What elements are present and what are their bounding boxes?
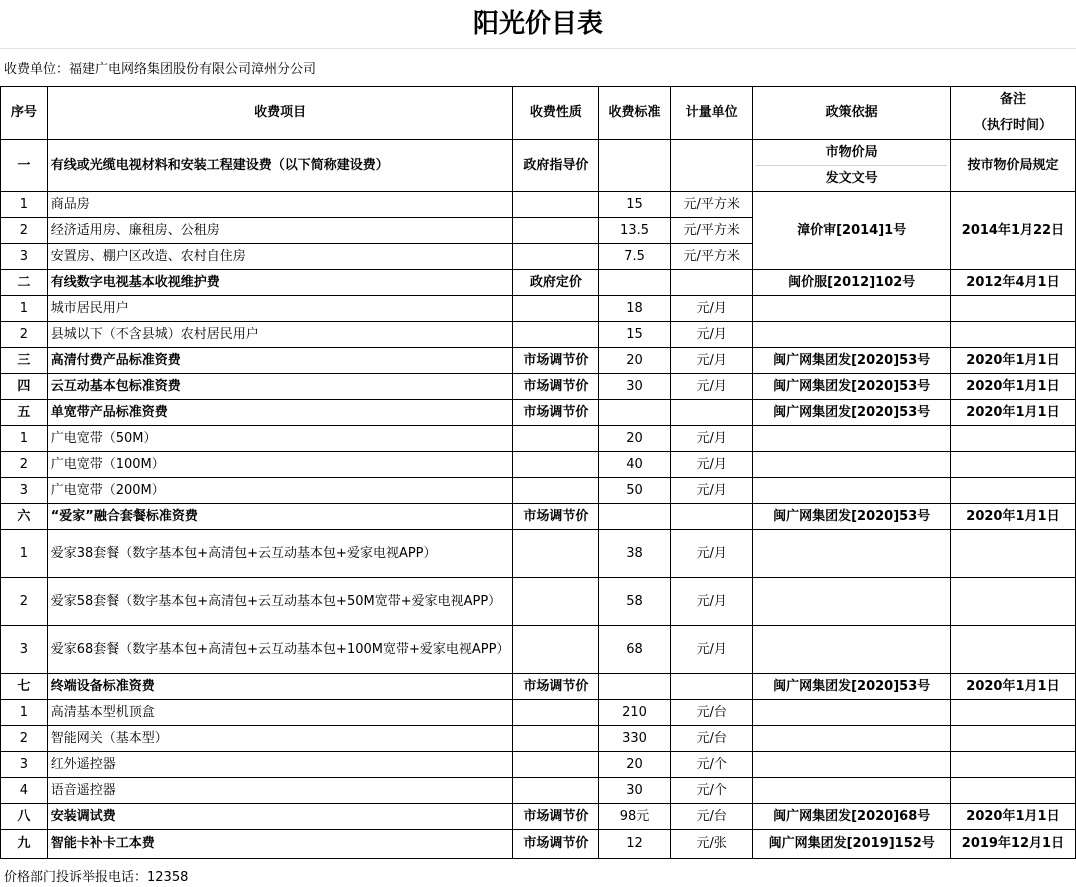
table-row bbox=[1, 192, 1076, 218]
remark-cell bbox=[950, 478, 1075, 504]
nature-cell: 市场调节价 bbox=[513, 400, 599, 426]
basis-cell bbox=[753, 426, 950, 452]
item-cell: 有线或光缆电视材料和安装工程建设费（以下简称建设费） bbox=[47, 140, 513, 192]
nature-cell bbox=[513, 726, 599, 752]
seq-cell: 1 bbox=[1, 192, 48, 218]
table-row bbox=[1, 296, 1076, 322]
basis-cell bbox=[753, 530, 950, 578]
basis-cell: 漳价审[2014]1号 bbox=[753, 192, 950, 270]
seq-cell: 2 bbox=[1, 726, 48, 752]
nature-cell bbox=[513, 752, 599, 778]
nature-cell: 市场调节价 bbox=[513, 674, 599, 700]
header-unit: 计量单位 bbox=[670, 87, 753, 140]
nature-cell: 市场调节价 bbox=[513, 830, 599, 859]
seq-cell: 3 bbox=[1, 752, 48, 778]
remark-cell: 2012年4月1日 bbox=[950, 270, 1075, 296]
nature-cell bbox=[513, 478, 599, 504]
nature-cell: 市场调节价 bbox=[513, 504, 599, 530]
seq-cell: 六 bbox=[1, 504, 48, 530]
item-cell: 爱家58套餐（数字基本包+高清包+云互动基本包+50M宽带+爱家电视APP） bbox=[47, 578, 513, 626]
standard-cell: 40 bbox=[599, 452, 671, 478]
table-row bbox=[1, 778, 1076, 804]
nature-cell bbox=[513, 778, 599, 804]
nature-cell bbox=[513, 218, 599, 244]
nature-cell bbox=[513, 626, 599, 674]
seq-cell: 2 bbox=[1, 218, 48, 244]
basis-cell bbox=[753, 452, 950, 478]
seq-cell: 九 bbox=[1, 830, 48, 859]
standard-cell: 68 bbox=[599, 626, 671, 674]
item-cell: 单宽带产品标准资费 bbox=[47, 400, 513, 426]
category-row bbox=[1, 830, 1076, 859]
unit-cell: 元/月 bbox=[670, 530, 753, 578]
basis-line2: 发文文号 bbox=[756, 165, 946, 191]
title-divider bbox=[0, 48, 1076, 49]
nature-cell: 政府指导价 bbox=[513, 140, 599, 192]
item-cell: 有线数字电视基本收视维护费 bbox=[47, 270, 513, 296]
item-cell: 智能卡补卡工本费 bbox=[47, 830, 513, 859]
table-row bbox=[1, 626, 1076, 674]
basis-cell: 闽广网集团发[2020]53号 bbox=[753, 400, 950, 426]
category-row bbox=[1, 504, 1076, 530]
unit-cell: 元/月 bbox=[670, 578, 753, 626]
item-cell: 安置房、棚户区改造、农村自住房 bbox=[47, 244, 513, 270]
nature-cell: 市场调节价 bbox=[513, 374, 599, 400]
nature-cell bbox=[513, 578, 599, 626]
remark-cell bbox=[950, 726, 1075, 752]
item-cell: 红外遥控器 bbox=[47, 752, 513, 778]
remark-cell: 2020年1月1日 bbox=[950, 504, 1075, 530]
table-row bbox=[1, 578, 1076, 626]
header-remark bbox=[950, 87, 1075, 140]
unit-cell: 元/平方米 bbox=[670, 244, 753, 270]
nature-cell: 政府定价 bbox=[513, 270, 599, 296]
seq-cell: 1 bbox=[1, 296, 48, 322]
standard-cell: 38 bbox=[599, 530, 671, 578]
seq-cell: 五 bbox=[1, 400, 48, 426]
item-cell: 县城以下（不含县城）农村居民用户 bbox=[47, 322, 513, 348]
category-row bbox=[1, 140, 1076, 192]
seq-cell: 二 bbox=[1, 270, 48, 296]
item-cell: 终端设备标准资费 bbox=[47, 674, 513, 700]
standard-cell: 330 bbox=[599, 726, 671, 752]
nature-cell bbox=[513, 296, 599, 322]
unit-cell: 元/月 bbox=[670, 348, 753, 374]
seq-cell: 3 bbox=[1, 478, 48, 504]
standard-cell: 15 bbox=[599, 192, 671, 218]
standard-cell: 7.5 bbox=[599, 244, 671, 270]
unit-cell bbox=[670, 400, 753, 426]
remark-cell: 按市物价局规定 bbox=[950, 140, 1075, 192]
seq-cell: 2 bbox=[1, 578, 48, 626]
remark-cell bbox=[950, 778, 1075, 804]
category-row bbox=[1, 674, 1076, 700]
standard-cell: 50 bbox=[599, 478, 671, 504]
nature-cell bbox=[513, 426, 599, 452]
seq-cell: 3 bbox=[1, 244, 48, 270]
remark-cell: 2014年1月22日 bbox=[950, 192, 1075, 270]
basis-cell bbox=[753, 752, 950, 778]
unit-cell bbox=[670, 140, 753, 192]
remark-cell bbox=[950, 578, 1075, 626]
basis-cell bbox=[753, 478, 950, 504]
unit-cell: 元/个 bbox=[670, 752, 753, 778]
standard-cell: 30 bbox=[599, 778, 671, 804]
basis-cell: 闽广网集团发[2020]68号 bbox=[753, 804, 950, 830]
basis-cell: 闽价服[2012]102号 bbox=[753, 270, 950, 296]
table-row bbox=[1, 452, 1076, 478]
unit-cell bbox=[670, 504, 753, 530]
standard-cell bbox=[599, 400, 671, 426]
item-cell: 爱家38套餐（数字基本包+高清包+云互动基本包+爱家电视APP） bbox=[47, 530, 513, 578]
item-cell: 云互动基本包标准资费 bbox=[47, 374, 513, 400]
basis-cell: 闽广网集团发[2020]53号 bbox=[753, 504, 950, 530]
standard-cell: 15 bbox=[599, 322, 671, 348]
remark-cell: 2020年1月1日 bbox=[950, 804, 1075, 830]
remark-cell bbox=[950, 752, 1075, 778]
seq-cell: 八 bbox=[1, 804, 48, 830]
basis-cell bbox=[753, 322, 950, 348]
basis-cell: 闽广网集团发[2020]53号 bbox=[753, 348, 950, 374]
unit-cell: 元/月 bbox=[670, 452, 753, 478]
nature-cell: 市场调节价 bbox=[513, 804, 599, 830]
seq-cell: 3 bbox=[1, 626, 48, 674]
standard-cell: 18 bbox=[599, 296, 671, 322]
header-remark-line2: （执行时间） bbox=[973, 118, 1052, 133]
header-nature: 收费性质 bbox=[513, 87, 599, 140]
seq-cell: 4 bbox=[1, 778, 48, 804]
unit-cell: 元/月 bbox=[670, 478, 753, 504]
standard-cell: 20 bbox=[599, 752, 671, 778]
seq-cell: 2 bbox=[1, 322, 48, 348]
basis-cell bbox=[753, 578, 950, 626]
table-row bbox=[1, 426, 1076, 452]
header-item: 收费项目 bbox=[47, 87, 513, 140]
unit-cell: 元/平方米 bbox=[670, 218, 753, 244]
item-cell: 商品房 bbox=[47, 192, 513, 218]
item-cell: 高清基本型机顶盒 bbox=[47, 700, 513, 726]
item-cell: 安装调试费 bbox=[47, 804, 513, 830]
unit-cell: 元/台 bbox=[670, 726, 753, 752]
standard-cell: 20 bbox=[599, 348, 671, 374]
unit-cell bbox=[670, 270, 753, 296]
seq-cell: 1 bbox=[1, 426, 48, 452]
unit-cell: 元/平方米 bbox=[670, 192, 753, 218]
nature-cell bbox=[513, 192, 599, 218]
unit-cell: 元/月 bbox=[670, 374, 753, 400]
header-seq: 序号 bbox=[1, 87, 48, 140]
remark-cell bbox=[950, 700, 1075, 726]
standard-cell: 30 bbox=[599, 374, 671, 400]
standard-cell bbox=[599, 140, 671, 192]
seq-cell: 三 bbox=[1, 348, 48, 374]
unit-cell: 元/月 bbox=[670, 626, 753, 674]
remark-cell: 2020年1月1日 bbox=[950, 374, 1075, 400]
remark-cell bbox=[950, 452, 1075, 478]
standard-cell: 20 bbox=[599, 426, 671, 452]
standard-cell: 12 bbox=[599, 830, 671, 859]
table-row bbox=[1, 322, 1076, 348]
category-row bbox=[1, 804, 1076, 830]
basis-cell bbox=[753, 778, 950, 804]
basis-cell bbox=[753, 726, 950, 752]
standard-cell: 98元 bbox=[599, 804, 671, 830]
basis-cell bbox=[753, 296, 950, 322]
remark-cell bbox=[950, 530, 1075, 578]
remark-cell bbox=[950, 426, 1075, 452]
table-row bbox=[1, 478, 1076, 504]
seq-cell: 1 bbox=[1, 700, 48, 726]
charging-unit-line: 收费单位：福建广电网络集团股份有限公司漳州分公司 bbox=[4, 62, 317, 77]
nature-cell bbox=[513, 700, 599, 726]
seq-cell: 七 bbox=[1, 674, 48, 700]
basis-cell bbox=[753, 626, 950, 674]
unit-cell bbox=[670, 674, 753, 700]
category-row bbox=[1, 374, 1076, 400]
remark-cell bbox=[950, 296, 1075, 322]
remark-cell: 2020年1月1日 bbox=[950, 400, 1075, 426]
item-cell: 高清付费产品标准资费 bbox=[47, 348, 513, 374]
header-remark-line1: 备注 bbox=[999, 92, 1026, 107]
price-table bbox=[0, 86, 1076, 859]
standard-cell: 58 bbox=[599, 578, 671, 626]
nature-cell bbox=[513, 530, 599, 578]
item-cell: 智能网关（基本型） bbox=[47, 726, 513, 752]
header-standard: 收费标准 bbox=[599, 87, 671, 140]
basis-cell bbox=[753, 140, 950, 192]
basis-line1: 市物价局 bbox=[825, 145, 878, 160]
header-row bbox=[1, 87, 1076, 140]
table-row bbox=[1, 726, 1076, 752]
category-row bbox=[1, 348, 1076, 374]
unit-cell: 元/台 bbox=[670, 700, 753, 726]
item-cell: 经济适用房、廉租房、公租房 bbox=[47, 218, 513, 244]
complaint-hotline: 价格部门投诉举报电话：12358 bbox=[4, 870, 189, 885]
item-cell: 爱家68套餐（数字基本包+高清包+云互动基本包+100M宽带+爱家电视APP） bbox=[47, 626, 513, 674]
nature-cell bbox=[513, 322, 599, 348]
unit-cell: 元/张 bbox=[670, 830, 753, 859]
standard-cell: 13.5 bbox=[599, 218, 671, 244]
standard-cell bbox=[599, 504, 671, 530]
seq-cell: 2 bbox=[1, 452, 48, 478]
unit-cell: 元/台 bbox=[670, 804, 753, 830]
nature-cell bbox=[513, 452, 599, 478]
item-cell: “爱家”融合套餐标准资费 bbox=[47, 504, 513, 530]
standard-cell bbox=[599, 270, 671, 296]
table-row bbox=[1, 752, 1076, 778]
item-cell: 广电宽带（50M） bbox=[47, 426, 513, 452]
table-row bbox=[1, 700, 1076, 726]
seq-cell: 一 bbox=[1, 140, 48, 192]
unit-cell: 元/个 bbox=[670, 778, 753, 804]
remark-cell: 2020年1月1日 bbox=[950, 674, 1075, 700]
unit-cell: 元/月 bbox=[670, 296, 753, 322]
unit-cell: 元/月 bbox=[670, 322, 753, 348]
category-row bbox=[1, 400, 1076, 426]
item-cell: 语音遥控器 bbox=[47, 778, 513, 804]
category-row bbox=[1, 270, 1076, 296]
nature-cell bbox=[513, 244, 599, 270]
remark-cell bbox=[950, 322, 1075, 348]
standard-cell: 210 bbox=[599, 700, 671, 726]
seq-cell: 1 bbox=[1, 530, 48, 578]
basis-cell: 闽广网集团发[2019]152号 bbox=[753, 830, 950, 859]
remark-cell: 2019年12月1日 bbox=[950, 830, 1075, 859]
unit-cell: 元/月 bbox=[670, 426, 753, 452]
basis-cell: 闽广网集团发[2020]53号 bbox=[753, 674, 950, 700]
item-cell: 城市居民用户 bbox=[47, 296, 513, 322]
standard-cell bbox=[599, 674, 671, 700]
seq-cell: 四 bbox=[1, 374, 48, 400]
table-row bbox=[1, 530, 1076, 578]
remark-cell: 2020年1月1日 bbox=[950, 348, 1075, 374]
basis-cell: 闽广网集团发[2020]53号 bbox=[753, 374, 950, 400]
header-basis: 政策依据 bbox=[753, 87, 950, 140]
item-cell: 广电宽带（100M） bbox=[47, 452, 513, 478]
nature-cell: 市场调节价 bbox=[513, 348, 599, 374]
basis-cell bbox=[753, 700, 950, 726]
page-title: 阳光价目表 bbox=[472, 9, 603, 39]
remark-cell bbox=[950, 626, 1075, 674]
item-cell: 广电宽带（200M） bbox=[47, 478, 513, 504]
